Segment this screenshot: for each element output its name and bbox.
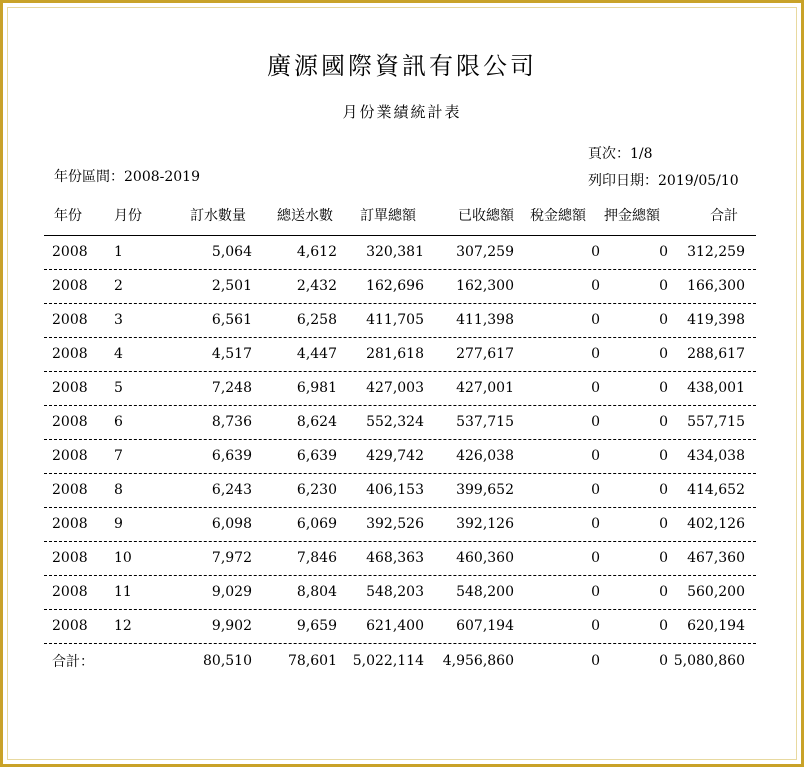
header-received-total: 已收總額	[458, 208, 514, 224]
cell-received: 426,038	[456, 448, 514, 464]
table-row	[44, 439, 756, 474]
cell-year: 2008	[52, 346, 88, 362]
cell-sum: 312,259	[687, 244, 745, 260]
cell-order-qty: 7,248	[211, 380, 252, 396]
cell-deposit: 0	[659, 516, 668, 532]
cell-month: 2	[114, 278, 123, 294]
cell-year: 2008	[52, 516, 88, 532]
cell-delivered: 6,981	[296, 380, 337, 396]
header-sum: 合計	[710, 208, 738, 224]
cell-deposit: 0	[659, 550, 668, 566]
cell-year: 2008	[52, 312, 88, 328]
totals-label: 合計：	[52, 654, 94, 670]
cell-received: 307,259	[456, 244, 514, 260]
cell-order-qty: 5,064	[211, 244, 252, 260]
table-header	[44, 200, 756, 236]
cell-month: 5	[114, 380, 123, 396]
header-year: 年份	[54, 208, 82, 224]
cell-order-total: 406,153	[366, 482, 424, 498]
cell-tax: 0	[591, 278, 600, 294]
cell-month: 4	[114, 346, 123, 362]
totals-row	[44, 644, 756, 678]
cell-deposit: 0	[659, 278, 668, 294]
table-row	[44, 541, 756, 576]
cell-delivered: 4,612	[296, 244, 337, 260]
cell-deposit: 0	[659, 584, 668, 600]
cell-received: 548,200	[456, 584, 514, 600]
cell-order-total: 548,203	[366, 584, 424, 600]
total-deposit: 0	[659, 653, 668, 669]
header-order-total: 訂單總額	[360, 208, 416, 224]
cell-order-total: 162,696	[366, 278, 424, 294]
cell-year: 2008	[52, 448, 88, 464]
cell-order-qty: 2,501	[211, 278, 252, 294]
cell-deposit: 0	[659, 618, 668, 634]
cell-year: 2008	[52, 584, 88, 600]
year-range: 年份區間：2008-2019	[54, 169, 200, 185]
cell-year: 2008	[52, 278, 88, 294]
cell-month: 12	[114, 618, 132, 634]
table-row	[44, 371, 756, 406]
cell-order-total: 320,381	[366, 244, 424, 260]
cell-month: 8	[114, 482, 123, 498]
cell-sum: 419,398	[687, 312, 745, 328]
cell-order-qty: 8,736	[211, 414, 252, 430]
cell-order-total: 411,705	[366, 312, 424, 328]
cell-month: 9	[114, 516, 123, 532]
total-sum: 5,080,860	[673, 653, 745, 669]
cell-delivered: 6,069	[296, 516, 337, 532]
cell-delivered: 6,639	[296, 448, 337, 464]
total-order-total: 5,022,114	[352, 653, 424, 669]
cell-tax: 0	[591, 584, 600, 600]
cell-tax: 0	[591, 244, 600, 260]
table-row	[44, 337, 756, 372]
cell-received: 399,652	[456, 482, 514, 498]
cell-deposit: 0	[659, 414, 668, 430]
cell-order-total: 392,526	[366, 516, 424, 532]
cell-deposit: 0	[659, 380, 668, 396]
cell-tax: 0	[591, 414, 600, 430]
cell-order-total: 621,400	[366, 618, 424, 634]
cell-order-qty: 6,098	[211, 516, 252, 532]
total-received: 4,956,860	[442, 653, 514, 669]
table-row	[44, 269, 756, 304]
cell-delivered: 6,258	[296, 312, 337, 328]
cell-deposit: 0	[659, 448, 668, 464]
cell-received: 537,715	[456, 414, 514, 430]
cell-received: 427,001	[456, 380, 514, 396]
company-name: 廣源國際資訊有限公司	[267, 52, 537, 80]
cell-deposit: 0	[659, 346, 668, 362]
cell-tax: 0	[591, 482, 600, 498]
cell-delivered: 2,432	[296, 278, 337, 294]
cell-deposit: 0	[659, 482, 668, 498]
cell-year: 2008	[52, 414, 88, 430]
cell-received: 277,617	[456, 346, 514, 362]
header-month: 月份	[114, 208, 142, 224]
cell-tax: 0	[591, 516, 600, 532]
header-delivered-qty: 總送水數	[277, 208, 333, 224]
total-tax: 0	[591, 653, 600, 669]
cell-month: 7	[114, 448, 123, 464]
cell-sum: 467,360	[687, 550, 745, 566]
cell-received: 162,300	[456, 278, 514, 294]
cell-received: 411,398	[456, 312, 514, 328]
cell-month: 1	[114, 244, 123, 260]
cell-sum: 434,038	[687, 448, 745, 464]
cell-month: 3	[114, 312, 123, 328]
cell-sum: 560,200	[687, 584, 745, 600]
total-order-qty: 80,510	[203, 653, 252, 669]
cell-order-qty: 9,902	[211, 618, 252, 634]
cell-tax: 0	[591, 618, 600, 634]
cell-year: 2008	[52, 244, 88, 260]
cell-delivered: 9,659	[296, 618, 337, 634]
cell-order-total: 552,324	[366, 414, 424, 430]
report-title: 月份業績統計表	[342, 103, 462, 121]
cell-order-total: 281,618	[366, 346, 424, 362]
cell-year: 2008	[52, 550, 88, 566]
cell-deposit: 0	[659, 312, 668, 328]
cell-tax: 0	[591, 312, 600, 328]
page-number: 頁次：1/8	[588, 146, 653, 162]
table-row	[44, 473, 756, 508]
cell-month: 6	[114, 414, 123, 430]
table-row	[44, 303, 756, 338]
cell-order-qty: 7,972	[211, 550, 252, 566]
table-row	[44, 235, 756, 270]
cell-delivered: 6,230	[296, 482, 337, 498]
cell-order-qty: 9,029	[211, 584, 252, 600]
cell-deposit: 0	[659, 244, 668, 260]
cell-sum: 557,715	[687, 414, 745, 430]
cell-sum: 620,194	[687, 618, 745, 634]
cell-sum: 414,652	[687, 482, 745, 498]
cell-delivered: 8,804	[296, 584, 337, 600]
cell-sum: 166,300	[687, 278, 745, 294]
cell-order-total: 429,742	[366, 448, 424, 464]
cell-sum: 402,126	[687, 516, 745, 532]
cell-year: 2008	[52, 618, 88, 634]
cell-sum: 438,001	[687, 380, 745, 396]
cell-order-qty: 6,561	[211, 312, 252, 328]
header-tax-total: 稅金總額	[530, 208, 586, 224]
cell-delivered: 8,624	[296, 414, 337, 430]
table-row	[44, 507, 756, 542]
cell-delivered: 4,447	[296, 346, 337, 362]
cell-delivered: 7,846	[296, 550, 337, 566]
cell-year: 2008	[52, 380, 88, 396]
table-row	[44, 609, 756, 644]
cell-year: 2008	[52, 482, 88, 498]
header-order-qty: 訂水數量	[190, 208, 246, 224]
cell-received: 607,194	[456, 618, 514, 634]
cell-month: 11	[114, 584, 132, 600]
cell-order-total: 427,003	[366, 380, 424, 396]
cell-order-qty: 6,243	[211, 482, 252, 498]
table-row	[44, 575, 756, 610]
cell-received: 392,126	[456, 516, 514, 532]
cell-order-total: 468,363	[366, 550, 424, 566]
cell-received: 460,360	[456, 550, 514, 566]
cell-sum: 288,617	[687, 346, 745, 362]
cell-tax: 0	[591, 346, 600, 362]
header-deposit-total: 押金總額	[604, 208, 660, 224]
cell-tax: 0	[591, 448, 600, 464]
total-delivered: 78,601	[288, 653, 337, 669]
print-date: 列印日期：2019/05/10	[588, 173, 739, 189]
cell-month: 10	[114, 550, 132, 566]
cell-order-qty: 6,639	[211, 448, 252, 464]
cell-tax: 0	[591, 550, 600, 566]
cell-order-qty: 4,517	[211, 346, 252, 362]
table-row	[44, 405, 756, 440]
cell-tax: 0	[591, 380, 600, 396]
